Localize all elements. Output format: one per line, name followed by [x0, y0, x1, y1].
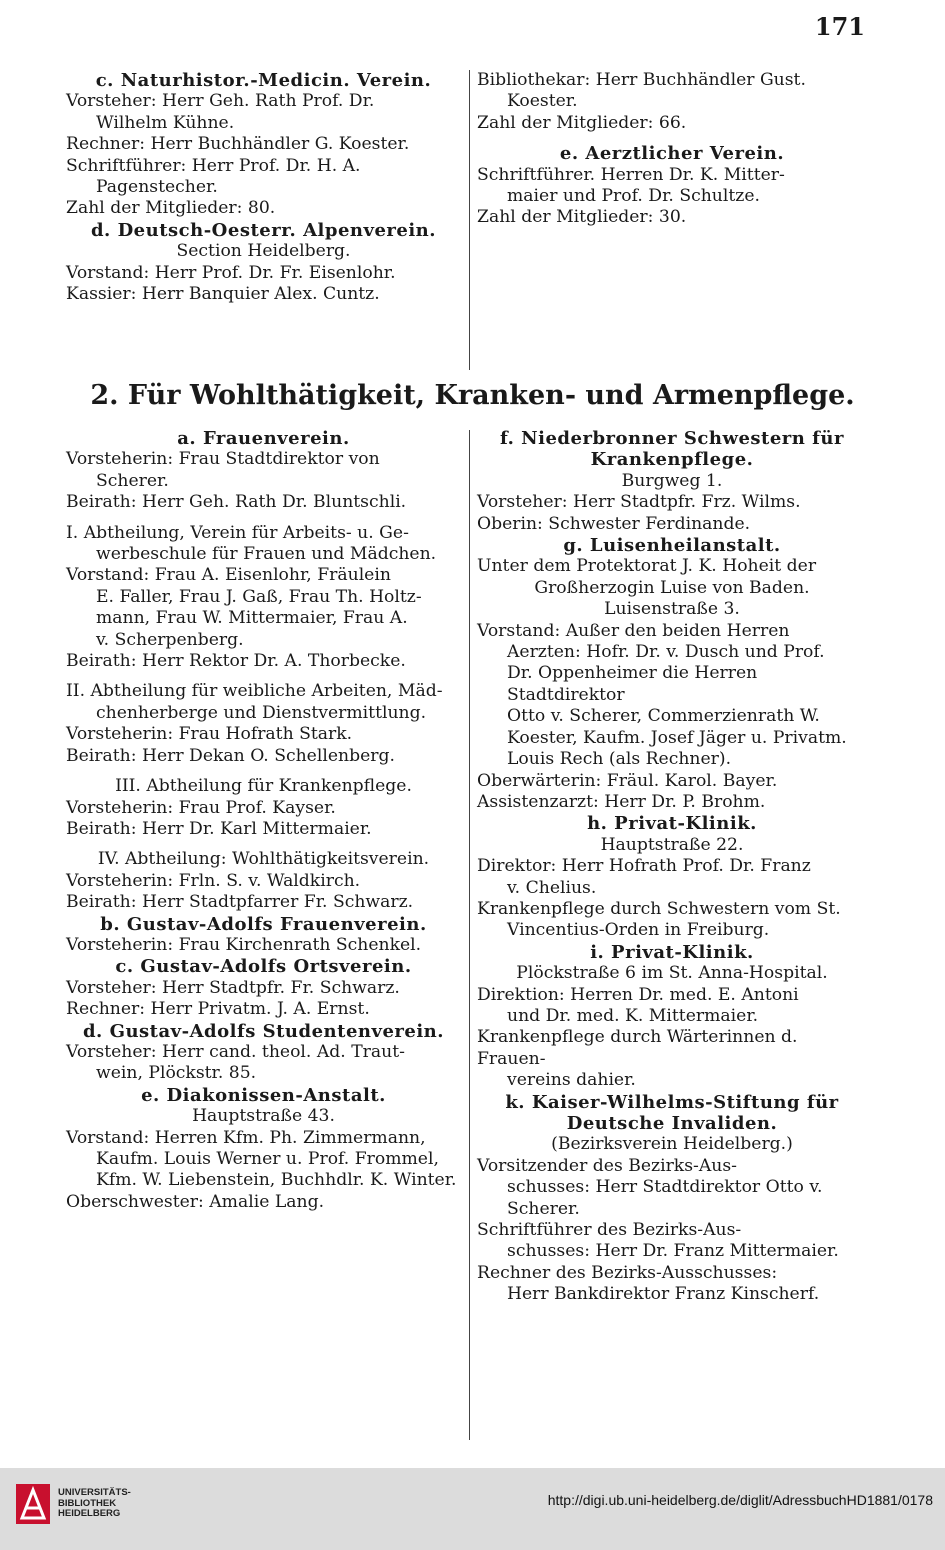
entry-line: Vorsteherin: Frau Stadtdirektor von — [66, 449, 380, 470]
entry-heading: i. Privat-Klinik. — [590, 941, 754, 963]
entry-line: IV. Abtheilung: Wohlthätigkeitsverein. — [97, 849, 430, 870]
entry-line: Kassier: Herr Banquier Alex. Cuntz. — [66, 284, 380, 305]
entry-line: Rechner des Bezirks-Ausschusses: — [477, 1262, 778, 1283]
entry-line: Schriftführer. Herren Dr. K. Mitter- — [477, 164, 785, 185]
entry-line: Zahl der Mitglieder: 66. — [477, 112, 687, 133]
entry-line: maier und Prof. Dr. Schultze. — [507, 186, 760, 207]
entry-line: Vorsteher: Herr Stadtpfr. Fr. Schwarz. — [66, 977, 400, 998]
entry-line: Plöckstraße 6 im St. Anna-Hospital. — [516, 963, 828, 984]
entry-line: Vorsteher: Herr Geh. Rath Prof. Dr. — [66, 91, 375, 112]
entry-line: Schriftführer des Bezirks-Aus- — [477, 1220, 742, 1241]
entry-line: Vorstand: Herren Kfm. Ph. Zimmermann, — [66, 1127, 426, 1148]
entry-line: Luisenstraße 3. — [604, 599, 740, 620]
entry-line: werbeschule für Frauen und Mädchen. — [96, 544, 437, 565]
entry-line: Vorsteherin: Frau Prof. Kayser. — [66, 797, 336, 818]
entry-line: Louis Rech (als Rechner). — [507, 749, 732, 770]
entry-line: I. Abtheilung, Verein für Arbeits- u. Ge- — [66, 522, 409, 543]
library-line-3: HEIDELBERG — [58, 1508, 121, 1519]
entry-line: Vorstand: Frau A. Eisenlohr, Fräulein — [66, 565, 391, 586]
entry-line: Krankenpflege durch Wärterinnen d. Frauen- — [477, 1027, 798, 1069]
entry-heading: b. Gustav-Adolfs Frauenverein. — [100, 913, 427, 935]
entry-line: Vorsteherin: Frau Kirchenrath Schenkel. — [66, 934, 422, 955]
entry-line: Oberin: Schwester Ferdinande. — [477, 513, 751, 534]
column-top-left — [66, 70, 461, 305]
column-top-right — [477, 70, 867, 229]
entry-line: Otto v. Scherer, Commerzienrath W. — [507, 706, 820, 727]
entry-line: Dr. Oppenheimer die Herren Stadtdirektor — [507, 663, 758, 705]
entry-line: Beirath: Herr Dekan O. Schellenberg. — [66, 745, 395, 766]
spacer — [66, 767, 461, 776]
entry-line: Beirath: Herr Geh. Rath Dr. Bluntschli. — [66, 492, 407, 513]
entry-heading: e. Aerztlicher Verein. — [559, 143, 785, 165]
entry-line: schusses: Herr Dr. Franz Mittermaier. — [507, 1241, 839, 1262]
entry-line: Direktor: Herr Hofrath Prof. Dr. Franz — [477, 856, 811, 877]
column-bottom-right — [477, 428, 867, 1306]
library-line-1: UNIVERSITÄTS- — [58, 1487, 131, 1498]
entry-line: Assistenzarzt: Herr Dr. P. Brohm. — [477, 791, 766, 812]
spacer — [477, 134, 867, 143]
entry-line: Unter dem Protektorat J. K. Hoheit der — [477, 556, 817, 577]
entry-line: Herr Bankdirektor Franz Kinscherf. — [507, 1284, 820, 1305]
library-name — [58, 1488, 131, 1520]
entry-line: Großherzogin Luise von Baden. — [534, 577, 810, 598]
entry-heading: Krankenpflege. — [590, 449, 754, 471]
entry-line: Kaufm. Louis Werner u. Prof. Frommel, — [96, 1149, 439, 1169]
entry-line: Vorstand: Herr Prof. Dr. Fr. Eisenlohr. — [66, 262, 396, 283]
page-number: 171 — [814, 12, 865, 41]
entry-line: Koester, Kaufm. Josef Jäger u. Privatm. — [507, 727, 847, 748]
entry-line: Aerzten: Hofr. Dr. v. Dusch und Prof. — [507, 642, 825, 663]
entry-line: Vorsteherin: Frln. S. v. Waldkirch. — [66, 870, 361, 891]
entry-heading: e. Diakonissen-Anstalt. — [141, 1084, 386, 1106]
entry-line: Schriftführer: Herr Prof. Dr. H. A. — [66, 155, 361, 176]
entry-line: E. Faller, Frau J. Gaß, Frau Th. Holtz- — [96, 586, 422, 607]
entry-line: Vorsitzender des Bezirks-Aus- — [477, 1155, 737, 1176]
entry-heading: c. Naturhistor.-Medicin. Verein. — [95, 70, 432, 91]
entry-line: Direktion: Herren Dr. med. E. Antoni — [477, 984, 799, 1005]
entry-heading: Deutsche Invaliden. — [566, 1113, 778, 1134]
entry-line: wein, Plöckstr. 85. — [96, 1063, 257, 1084]
entry-line: Koester. — [507, 91, 578, 112]
entry-line: Pagenstecher. — [96, 177, 218, 198]
entry-line: Section Heidelberg. — [176, 241, 351, 262]
footer-bar — [0, 1468, 945, 1550]
entry-line: Vorstand: Außer den beiden Herren — [477, 620, 790, 641]
entry-line: Zahl der Mitglieder: 30. — [477, 207, 687, 228]
spacer — [66, 672, 461, 681]
entry-line: Hauptstraße 43. — [192, 1106, 335, 1127]
entry-line: III. Abtheilung für Krankenpflege. — [115, 776, 412, 797]
entry-line: II. Abtheilung für weibliche Arbeiten, Mäd- — [66, 681, 443, 702]
entry-heading: c. Gustav-Adolfs Ortsverein. — [115, 956, 412, 978]
entry-line: und Dr. med. K. Mittermaier. — [507, 1005, 759, 1026]
entry-line: (Bezirksverein Heidelberg.) — [551, 1134, 793, 1155]
entry-line: Krankenpflege durch Schwestern vom St. — [477, 898, 841, 919]
entry-line: Hauptstraße 22. — [600, 834, 744, 855]
entry-line: mann, Frau W. Mittermaier, Frau A. — [96, 608, 408, 629]
entry-heading: d. Gustav-Adolfs Studentenverein. — [82, 1020, 445, 1042]
entry-heading: h. Privat-Klinik. — [587, 813, 757, 835]
entry-line: v. Scherpenberg. — [96, 629, 244, 650]
entry-line: chenherberge und Dienstvermittlung. — [96, 702, 427, 723]
entry-line: vereins dahier. — [507, 1070, 636, 1091]
entry-line: Zahl der Mitglieder: 80. — [66, 198, 276, 219]
entry-line: Vincentius-Orden in Freiburg. — [507, 920, 770, 941]
library-line-2: BIBLIOTHEK — [58, 1497, 117, 1509]
entry-line: Oberwärterin: Fräul. Karol. Bayer. — [477, 770, 778, 791]
entry-line: Vorsteher: Herr Stadtpfr. Frz. Wilms. — [477, 492, 801, 513]
source-url-link[interactable]: http://digi.ub.uni-heidelberg.de/diglit/AdressbuchHD1881/0178 — [547, 1492, 933, 1508]
entry-heading: g. Luisenheilanstalt. — [563, 535, 781, 557]
entry-line: Scherer. — [96, 470, 169, 491]
column-bottom-left — [66, 428, 461, 1213]
column-divider-bottom — [469, 430, 470, 1440]
entry-line: Burgweg 1. — [621, 470, 723, 491]
entry-line: Beirath: Herr Stadtpfarrer Fr. Schwarz. — [66, 892, 414, 913]
entry-line: Scherer. — [507, 1198, 580, 1219]
spacer — [66, 514, 461, 523]
spacer — [66, 840, 461, 849]
entry-heading: d. Deutsch-Oesterr. Alpenverein. — [90, 219, 437, 241]
entry-heading: k. Kaiser-Wilhelms-Stiftung für — [505, 1091, 839, 1113]
entry-line: Vorsteher: Herr cand. theol. Ad. Traut- — [66, 1041, 405, 1062]
entry-line: Rechner: Herr Privatm. J. A. Ernst. — [66, 999, 370, 1020]
entry-line: Beirath: Herr Dr. Karl Mittermaier. — [66, 818, 372, 839]
entry-heading: f. Niederbronner Schwestern für — [500, 428, 844, 449]
entry-line: Oberschwester: Amalie Lang. — [66, 1191, 325, 1212]
entry-line: schusses: Herr Stadtdirektor Otto v. — [507, 1177, 823, 1198]
entry-line: v. Chelius. — [507, 877, 597, 898]
university-logo-icon — [14, 1482, 52, 1526]
column-divider-top — [469, 70, 470, 370]
entry-line: Kfm. W. Liebenstein, Buchhdlr. K. Winter. — [96, 1170, 457, 1191]
entry-line: Wilhelm Kühne. — [96, 112, 235, 133]
section-title: 2. Für Wohlthätigkeit, Kranken- und Armenpflege. — [90, 380, 855, 411]
entry-line: Bibliothekar: Herr Buchhändler Gust. — [477, 70, 806, 90]
entry-line: Rechner: Herr Buchhändler G. Koester. — [66, 134, 410, 155]
entry-line: Beirath: Herr Rektor Dr. A. Thorbecke. — [66, 651, 406, 672]
entry-line: Vorsteherin: Frau Hofrath Stark. — [66, 724, 353, 745]
entry-heading: a. Frauenverein. — [177, 428, 350, 449]
